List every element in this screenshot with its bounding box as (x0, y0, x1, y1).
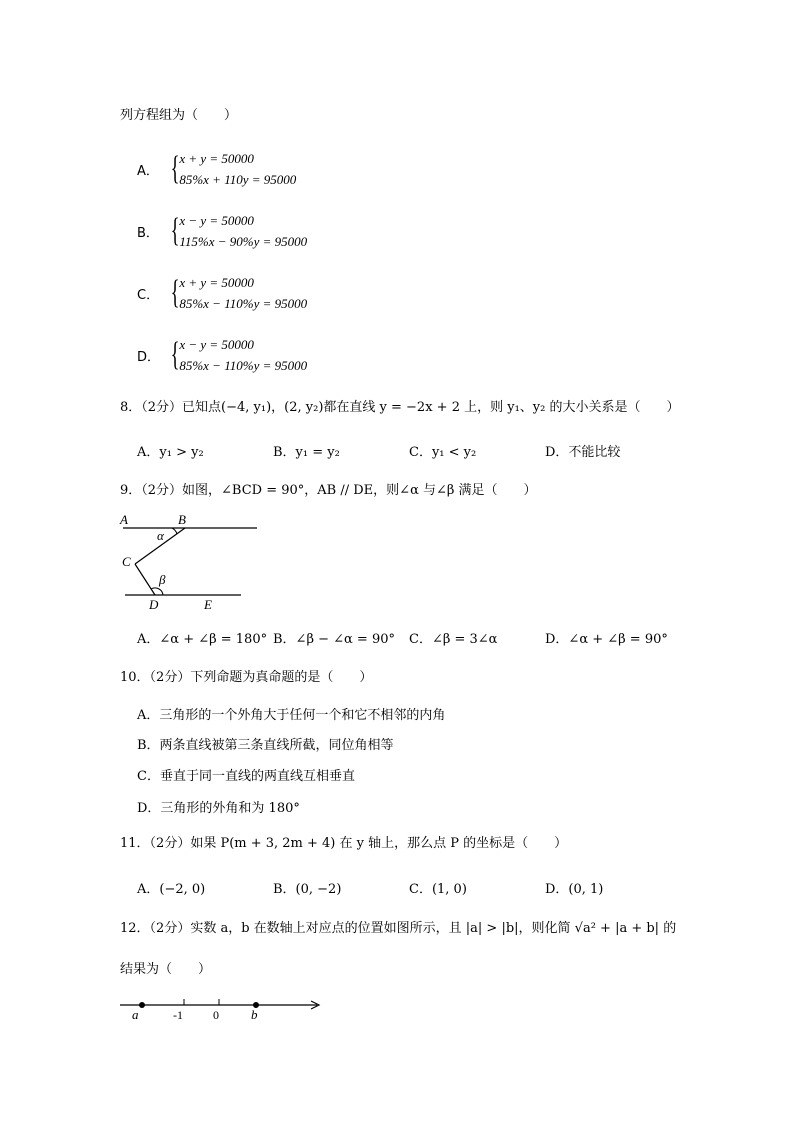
equation: 115%x − 90%y = 95000 (179, 234, 308, 249)
label-d: D (149, 597, 159, 612)
option-c: C．∠β = 3∠α (409, 632, 498, 647)
q7-option-a (137, 148, 296, 190)
q10-option-d: D．三角形的外角和为 180° (137, 801, 300, 816)
brace-icon: { (170, 274, 180, 311)
label-zero: 0 (213, 1008, 219, 1022)
option-d: D．不能比较 (545, 445, 621, 460)
label-a: a (132, 1007, 139, 1022)
option-label: A． (137, 163, 159, 179)
equation: 85%x − 110%y = 95000 (179, 296, 308, 311)
brace-icon: { (170, 150, 180, 187)
option-d: D．∠α + ∠β = 90° (545, 632, 668, 647)
q12-stem: 12．（2分）实数 a，b 在数轴上对应点的位置如图所示，且 |a| > |b|，则化简 √a² + |a + b| 的 (120, 921, 677, 936)
q10-option-a: A．三角形的一个外角大于任何一个和它不相邻的内角 (137, 708, 446, 723)
label-e: E (204, 597, 212, 612)
option-a: A．∠α + ∠β = 180° (137, 632, 268, 647)
q7-option-b (137, 210, 307, 252)
q7-option-c (137, 272, 307, 314)
q11-stem: 11．（2分）如果 P(m + 3, 2m + 4) 在 y 轴上，那么点 P 的坐标是（ ） (120, 836, 568, 851)
q9-figure (115, 512, 275, 612)
q10-option-b: B．两条直线被第三条直线所截，同位角相等 (137, 738, 394, 753)
q12-stem-line2: 结果为（ ） (120, 962, 212, 977)
label-b: b (251, 1007, 258, 1022)
q10-option-c: C．垂直于同一直线的两直线互相垂直 (137, 769, 355, 784)
equation: x − y = 50000 (179, 213, 254, 228)
q7-intro: 列方程组为（ ） (120, 108, 238, 123)
point-a (139, 1002, 145, 1008)
option-label: B． (137, 225, 159, 241)
option-a: A．(−2, 0) (137, 882, 206, 897)
option-b: B．y₁ = y₂ (273, 445, 340, 460)
option-c: C．y₁ < y₂ (409, 445, 477, 460)
option-b: B．∠β − ∠α = 90° (273, 632, 395, 647)
label-a: A (120, 512, 128, 527)
equation: x + y = 50000 (179, 151, 254, 166)
equation: x − y = 50000 (179, 337, 254, 352)
q8-options (137, 441, 697, 460)
option-label: D． (137, 349, 161, 365)
equation: 85%x − 110%y = 95000 (179, 358, 308, 373)
label-b: B (178, 512, 186, 527)
q8-stem: 8．（2分）已知点(−4, y₁)，(2, y₂)都在直线 y = −2x + 2 上，则 y₁、y₂ 的大小关系是（ ） (120, 400, 680, 415)
arc-alpha (172, 528, 177, 534)
segment-cd (135, 564, 155, 595)
brace-icon: { (170, 212, 180, 249)
q7-option-d (137, 334, 307, 376)
label-alpha: α (157, 528, 164, 543)
label-beta: β (159, 572, 166, 587)
option-b: B．(0, −2) (273, 882, 342, 897)
q12-number-line (115, 994, 325, 1024)
option-a: A．y₁ > y₂ (137, 445, 204, 460)
q9-options (137, 628, 697, 647)
label-minus-one: -1 (173, 1008, 183, 1022)
label-c: C (122, 554, 131, 569)
brace-icon: { (170, 336, 180, 373)
option-label: C． (137, 287, 160, 303)
q11-options (137, 878, 697, 897)
equation: 85%x + 110y = 95000 (179, 172, 297, 187)
option-d: D．(0, 1) (545, 882, 604, 897)
equation: x + y = 50000 (179, 275, 254, 290)
q9-stem: 9．（2分）如图，∠BCD = 90°，AB // DE，则∠α 与∠β 满足（ ） (120, 483, 537, 498)
option-c: C．(1, 0) (409, 882, 467, 897)
q10-stem: 10．（2分）下列命题为真命题的是（ ） (120, 670, 373, 685)
